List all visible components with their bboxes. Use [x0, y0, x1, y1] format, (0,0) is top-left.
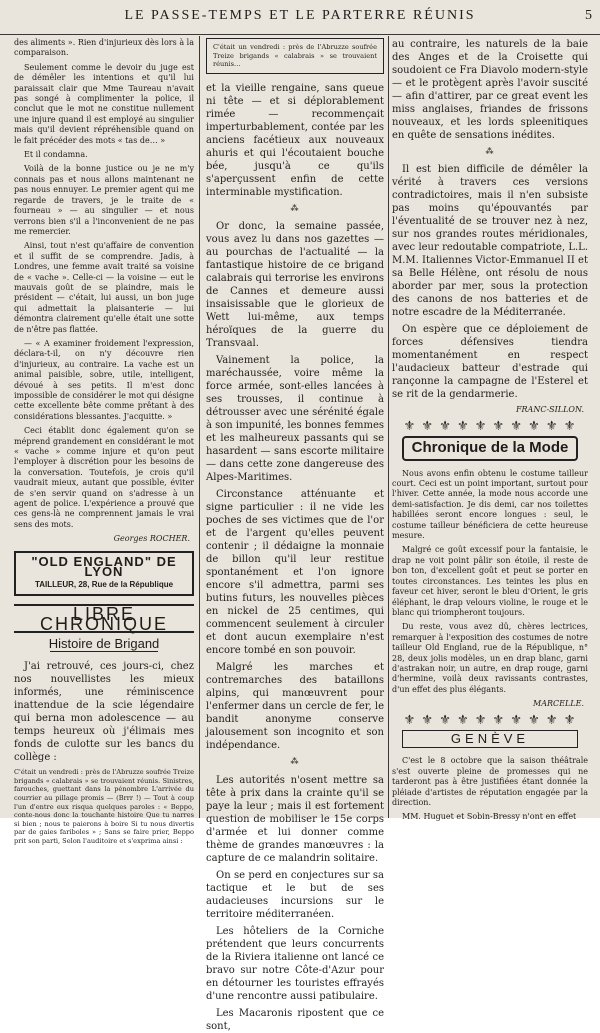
paragraph: et la vieille rengaine, sans queue ni tête — et si déplorablement rimée — recommençait imperturbablement, contée par les anciens facétieux aux nouveaux ahuris et qui l'écoutaient bouche bée, jusqu'à ce qu'ils s'aperçussent enfin de cette interminable mystification. — [206, 82, 384, 198]
section-title: GENÈVE — [402, 730, 578, 748]
signature: FRANC-SILLON. — [515, 405, 584, 415]
page-header — [0, 0, 600, 35]
signature: Georges ROCHER. — [113, 534, 190, 544]
paragraph: J'ai retrouvé, ces jours-ci, chez nos nouvellistes les mieux informés, une réminiscence inattendue de la scie légendaire qui berna mon adolescence — au temps heureux où j'élimais mes fonds de culotte sur les bancs du collège : — [14, 661, 194, 764]
column-middle — [206, 38, 384, 1032]
page-number: 5 — [585, 8, 592, 23]
column-divider — [388, 36, 389, 818]
paragraph: Du reste, vous avez dû, chères lectrices, remarquer à l'exposition des costumes de notre tailleur Old England, rue de la République, n° 28, deux jolis modèles, un en drap blanc, garni d'astrakan noir, un autre, en drap rouge, garni d'hermine, voilà deux ravissants contrastes, d'un effet des plus élégants. — [392, 622, 588, 694]
advertisement — [14, 551, 194, 596]
paragraph: des aliments ». Rien d'injurieux dès lors à la comparaison. — [14, 38, 194, 58]
fleur-de-lis-border: ⚜ ⚜ ⚜ ⚜ ⚜ ⚜ ⚜ ⚜ ⚜ ⚜ — [403, 418, 577, 434]
paragraph: Il est bien difficile de démêler la vérité à travers ces versions contradictoires, mais il n'en subsiste pas moins qu'épouvantés par l'éventualité de se trouver nez à nez, sur nos grandes routes méridionales, avec leur redoutable compatriote, L.L. M.M. Italiennes Victor-Emmanuel II et sa Belle Hélène, ont résolu de nous aborder par mer, sous la protection des canons de nos batteries et de notre escadre de la Méditerranée. — [392, 164, 588, 319]
paragraph: Ceci établit donc également qu'on se méprend grandement en considérant le mot « vache » comme injure et qu'on peut l'employer à discrétion pour les besoins de la conversation. Toutefois, je crois qu'il vaudrait mieux, autant que possible, éviter de s'en servir quand on s'adresse à un agent de police. L'expérience a prouvé que ces gens-là ne comprennent jamais le vrai sens des mots. — [14, 426, 194, 529]
paragraph: Nous avons enfin obtenu le costume tailleur court. Ceci est un point important, surtout pour l'hiver. Cette année, la mode nous accorde une demi-satisfaction. Je dis demi, car nos toilettes habillées seront encore longues : seul, le costume tailleur bénéficiera de cette heureuse mesure. — [392, 468, 588, 541]
paragraph: On se perd en conjectures sur sa tactique et le but de ses audacieuses incursions sur le territoire méditerranéen. — [206, 869, 384, 920]
paragraph: Malgré ce goût excessif pour la fantaisie, le drap ne voit point pâlir son étoile, il reste de bon ton, d'excellent goût et peut se porter en toutes circonstances. Les teintes les plus en faveur cet hiver, seront le bleu d'Orient, le gris éléphant, le drap velours violine, le rouge et le blanc qui triompheront toujours. — [392, 545, 588, 617]
paragraph: au contraire, les naturels de la baie des Anges et de la Croisette qui soudoient ce Fra Diavolo modern-style — et le protègent après l'avoir suscité — afin d'attirer, par ce great event les miss anglaises, friandes de frissons nouveaux, et les lords spleenitiques en quête de sensations inédites. — [392, 39, 588, 141]
section-separator: ⁂ — [290, 757, 300, 767]
article-title: Histoire de Brigand — [48, 635, 160, 651]
paragraph: — « A examiner froidement l'expression, déclara-t-il, on n'y découvre rien d'injurieux, au contraire. La vache est un animal paisible, sobre, utile, intelligent, dévoué à ses petits. Il m'est donc impossible de considérer le mot qui désigne cette excellente bête comme prêtant à des considérations blessantes. J'acquitte. » — [14, 338, 194, 421]
column-left — [14, 38, 194, 845]
ad-address: TAILLEUR, 28, Rue de la République — [34, 579, 174, 589]
section-separator: ⁂ — [290, 203, 300, 213]
signature: MARCELLE. — [533, 699, 584, 709]
paragraph: Malgré les marches et contremarches des bataillons alpins, qui manœuvrent pour l'enfermer dans un cercle de fer, le bandit anonyme conserve jalousement son incognito et son indépendance. — [206, 662, 384, 752]
fleur-de-lis-border: ⚜ ⚜ ⚜ ⚜ ⚜ ⚜ ⚜ ⚜ ⚜ ⚜ — [403, 712, 577, 728]
paragraph: Les Macaronis ripostent que ce sont, — [206, 1007, 384, 1032]
title-underline — [50, 651, 158, 652]
ad-name: "OLD ENGLAND" DE LYON — [31, 553, 177, 580]
page-title: LE PASSE-TEMPS ET LE PARTERRE RÉUNIS — [124, 8, 476, 23]
paragraph: Les autorités n'osent mettre sa tête à prix dans la crainte qu'il se paye la leur ; mais il est fortement question de mobiliser le 15e corps d'armée et lui donner comme thème de grandes manœuvres : la capture de ce malandrin solitaire. — [206, 774, 384, 864]
section-title: Chronique de la Mode — [402, 436, 578, 460]
paragraph: Or donc, la semaine passée, vous avez lu dans nos gazettes — au pourchas de l'actualité — la fantastique histoire de ce brigand calabrais qui terrorise les environs de Cannes et demeure aussi insaisissable que le glorieux de Wett lui-même, aux temps héroïques de la guerre du Transvaal. — [206, 221, 384, 350]
section-separator: ⁂ — [485, 147, 495, 156]
paragraph: Et il condamna. — [24, 150, 88, 160]
paragraph: Circonstance atténuante et signe particulier : il ne vide les poches de ses victimes que de l'or et de l'argent qu'elles peuvent contenir ; il dédaigne la monnaie de billon qu'il leur restitue spontanément et l'on ignore encore s'il admettra, parmi ses butins futurs, les nouvelles pièces en nickel de 25 centimes, qui commencent seulement à circuler et dont aucun exemplaire n'est encore tombé en son pouvoir. — [206, 489, 384, 657]
paragraph: MM. Huguet et Sobin-Bressy n'ont en effet — [402, 812, 577, 822]
column-divider — [199, 36, 200, 818]
paragraph: Vainement la police, la maréchaussée, voire même la force armée, sont-elles lancées à ses trousses, il continue à détrousser avec une sérénité égale à son impunité, les bonnes femmes et les malheureux passants qui se hasardent — sans escorte militaire — dans cette zone dangereuse des Alpes-Maritimes. — [206, 355, 384, 484]
verse: C'était un vendredi : près de l'Abruzze soufrée Treize brigands « calabrais » se trouvaient réunis. Sinistres, farouches, guettant dans la pénombre L'arrivée du courrier au pillage promis — (Brrr !) — Tout à coup l'un d'entre eux risqua quelques paroles : « Beppo, conte-nous donc la touchante histoire Que tu narres si bien ; nous te paierons à boire Si tu nous divertis par de gaies fariboles » ; Sans se faire prier, Beppo prit son parti, Selon l'auditoire et s'exprima ainsi : — [14, 768, 194, 845]
section-title: LIBRE CHRONIQUE — [14, 604, 194, 633]
paragraph: Voilà de la bonne justice ou je ne m'y connais pas et nous allons maintenant ne pas nous ennuyer. Le premier agent qui me regarde de travers, je le traite de « fourneau » — au singulier — et nous verrons bien s'il a l'inconvenient de ne pas me remercier. — [14, 164, 194, 236]
paragraph: Les hôteliers de la Corniche prétendent que leurs concurrents de la Riviera italienne ont lancé ce bravo sur notre Côte-d'Azur pour en détourner les touristes effrayés d'une rencontre aussi patibulaire. — [206, 925, 384, 1002]
column-right — [392, 38, 588, 822]
verse-box: C'était un vendredi : près de l'Abruzze soufrée Treize brigands « calabrais » se trouvaient réunis… — [206, 38, 384, 74]
paragraph: On espère que ce déploiement de forces défensives tiendra momentanément en respect l'audacieux batteur d'estrade qui rançonne la campagne de l'Esterel et se rit de la gendarmerie. — [392, 324, 588, 401]
paragraph: C'est le 8 octobre que la saison théâtrale s'est ouverte pleine de promesses qui ne tarderont pas à être justifiées étant donnée la pléiade d'artistes de réputation engagée par la direction. — [392, 756, 588, 807]
paragraph: Seulement comme le devoir du juge est de démêler les intentions et qu'il lui paraissait clair que Mme Taureau n'avait pas songé à complimenter la police, il conclut que le mot ne constitue nullement une injure quand il est employé au singulier mais qu'il devient répréhensible quand on le fait précéder des mots « tas de… » — [14, 62, 194, 145]
paragraph: Ainsi, tout n'est qu'affaire de convention et il suffit de se comprendre. Jadis, à Londres, une femme avait traité sa voisine de « vache ». Celle-ci — la voisine — eut le mauvais goût de se plaindre, mais le président — c'était, lui aussi, un bon juge qui admettait la plaisanterie — lui démontra clairement qu'elle était une sotte de n'être pas flattée. — [14, 241, 194, 334]
